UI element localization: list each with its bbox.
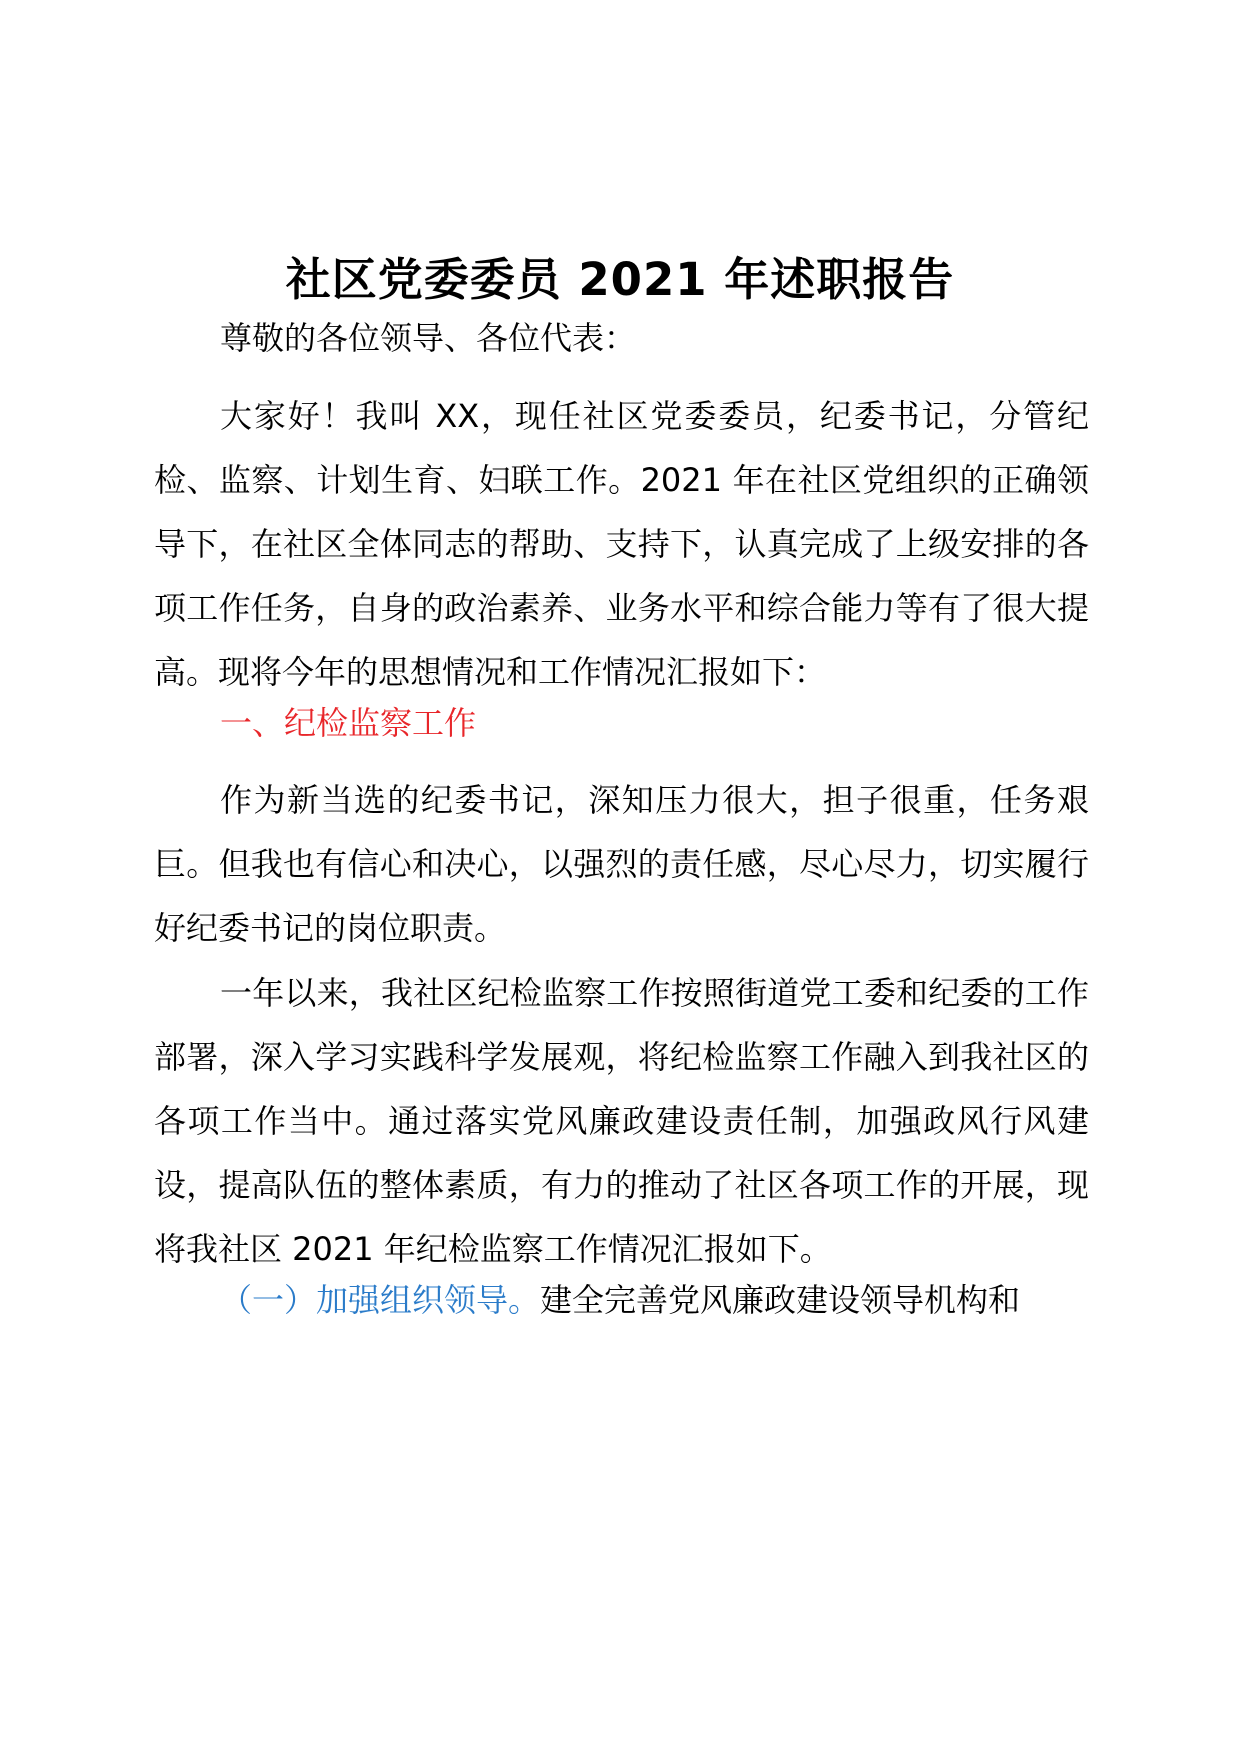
- subsection-heading-organization: （一）加强组织领导。: [220, 1281, 541, 1319]
- subsection-paragraph: [154, 1268, 1089, 1332]
- section1-paragraph-2: 一年以来，我社区纪检监察工作按照街道党工委和纪委的工作部署，深入学习实践科学发展观，将纪检监察工作融入到我社区的各项工作当中。通过落实党风廉政建设责任制，加强政风行风建设，提高队伍的整体素质，有力的推动了社区各项工作的开展，现将我社区 2021 年纪检监察工作情况汇报如下。: [154, 974, 1089, 1268]
- subsection-text: 建全完善党风廉政建设领导机构和: [540, 1281, 1021, 1319]
- section-heading-discipline-inspection: 一、纪检监察工作: [220, 704, 477, 742]
- intro-paragraph: 大家好！我叫 XX，现任社区党委委员，纪委书记，分管纪检、监察、计划生育、妇联工作。2021 年在社区党组织的正确领导下，在社区全体同志的帮助、支持下，认真完成了上级安排的各项工作任务，自身的政治素养、业务水平和综合能力等有了很大提高。现将今年的思想情况和工作情况汇报如下：: [154, 397, 1089, 691]
- salutation: 尊敬的各位领导、各位代表：: [220, 319, 637, 357]
- section1-paragraph-1: 作为新当选的纪委书记，深知压力很大，担子很重，任务艰巨。但我也有信心和决心，以强烈的责任感，尽心尽力，切实履行好纪委书记的岗位职责。: [154, 781, 1089, 947]
- document-title: 社区党委委员 2021 年述职报告: [285, 253, 955, 306]
